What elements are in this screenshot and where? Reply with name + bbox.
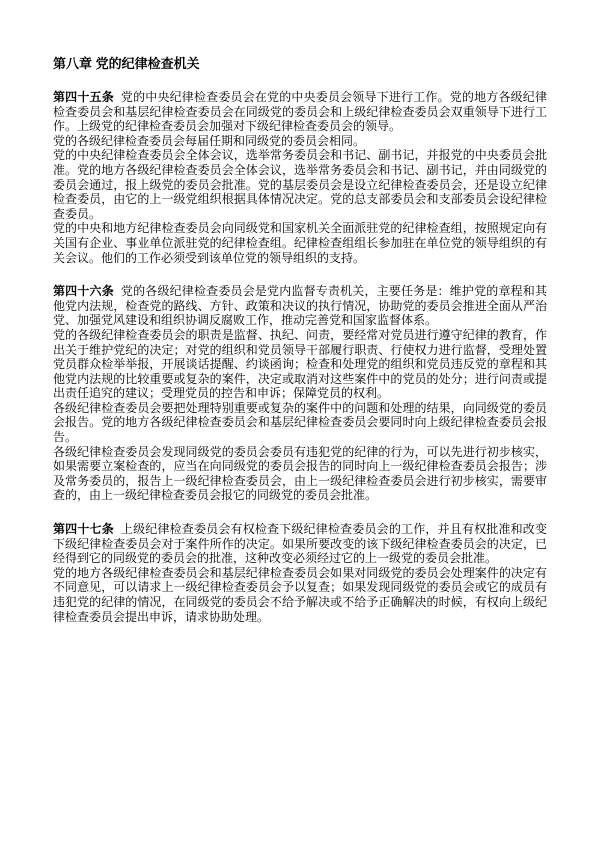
article-paragraph: 党的各级纪律检查委员会的职责是监督、执纪、问责，要经常对党员进行遵守纪律的教育，作出关于维护党纪的决定；对党的组织和党员领导干部履行职责、行使权力进行监督，受理处置党员群众检举举报，开展谈话提醒、约谈函询；检查和处理党的组织和党员违反党的章程和其他党内法规的比较重要或复杂的案件，决定或取消对这些案件中的党员的处分；进行问责或提出责任追究的建议；受理党员的控告和申诉；保障党员的权利。 [53, 327, 547, 401]
article-number: 第四十五条 [53, 90, 114, 104]
article-paragraph: 党的中央和地方纪律检查委员会向同级党和国家机关全面派驻党的纪律检查组，按照规定向有关国有企业、事业单位派驻党的纪律检查组。纪律检查组组长参加驻在单位党的领导组织的有关会议。他们的工作必须受到该单位党的领导组织的支持。 [53, 221, 547, 265]
article-45 [53, 90, 547, 265]
article-text: 党的各级纪律检查委员会是党内监督专责机关，主要任务是：维护党的章程和其他党内法规，检查党的路线、方针、政策和决议的执行情况，协助党的委员会推进全面从严治党、加强党风建设和组织协调反腐败工作，推动完善党和国家监督体系。 [53, 284, 547, 328]
article-text: 党的中央纪律检查委员会在党的中央委员会领导下进行工作。党的地方各级纪律检查委员会和基层纪律检查委员会在同级党的委员会和上级纪律检查委员会双重领导下进行工作。上级党的纪律检查委员会加强对下级纪律检查委员会的领导。 [53, 90, 547, 134]
article-number: 第四十六条 [53, 284, 114, 299]
article-paragraph: 各级纪律检查委员会要把处理特别重要或复杂的案件中的问题和处理的结果，向同级党的委员会报告。党的地方各级纪律检查委员会和基层纪律检查委员会要同时向上级纪律检查委员会报告。 [53, 400, 547, 445]
article-paragraph [53, 90, 547, 134]
article-47 [53, 522, 547, 624]
article-text: 上级纪律检查委员会有权检查下级纪律检查委员会的工作，并且有权批准和改变下级纪律检查委员会对于案件所作的决定。如果所要改变的该下级纪律检查委员会的决定，已经得到它的同级党的委员会的批准，这种改变必须经过它的上一级党的委员会批准。 [53, 522, 547, 566]
article-number: 第四十七条 [53, 522, 114, 537]
chapter-heading: 第八章 党的纪律检查机关 [53, 56, 200, 71]
article-paragraph [53, 284, 547, 328]
article-paragraph [53, 522, 547, 566]
article-paragraph: 党的中央纪律检查委员会全体会议，选举常务委员会和书记、副书记，并报党的中央委员会批准。党的地方各级纪律检查委员会全体会议，选举常务委员会和书记、副书记，并由同级党的委员会通过，报上级党的委员会批准。党的基层委员会是设立纪律检查委员会，还是设立纪律检查委员，由它的上一级党组织根据具体情况决定。党的总支部委员会和支部委员会设纪律检查委员。 [53, 148, 547, 221]
article-46 [53, 284, 547, 503]
article-paragraph: 党的地方各级纪律检查委员会和基层纪律检查委员会如果对同级党的委员会处理案件的决定有不同意见，可以请求上一级纪律检查委员会予以复查；如果发现同级党的委员会或它的成员有违犯党的纪律的情况，在同级党的委员会不给予解决或不给予正确解决的时候，有权向上级纪律检查委员会提出申诉，请求协助处理。 [53, 565, 547, 624]
article-paragraph: 各级纪律检查委员会发现同级党的委员会委员有违犯党的纪律的行为，可以先进行初步核实，如果需要立案检查的，应当在向同级党的委员会报告的同时向上一级纪律检查委员会报告；涉及常务委员的，报告上一级纪律检查委员会，由上一级纪律检查委员会进行初步核实，需要审查的，由上一级纪律检查委员会报它的同级党的委员会批准。 [53, 444, 547, 503]
article-paragraph: 党的各级纪律检查委员会每届任期和同级党的委员会相同。 [53, 133, 366, 148]
